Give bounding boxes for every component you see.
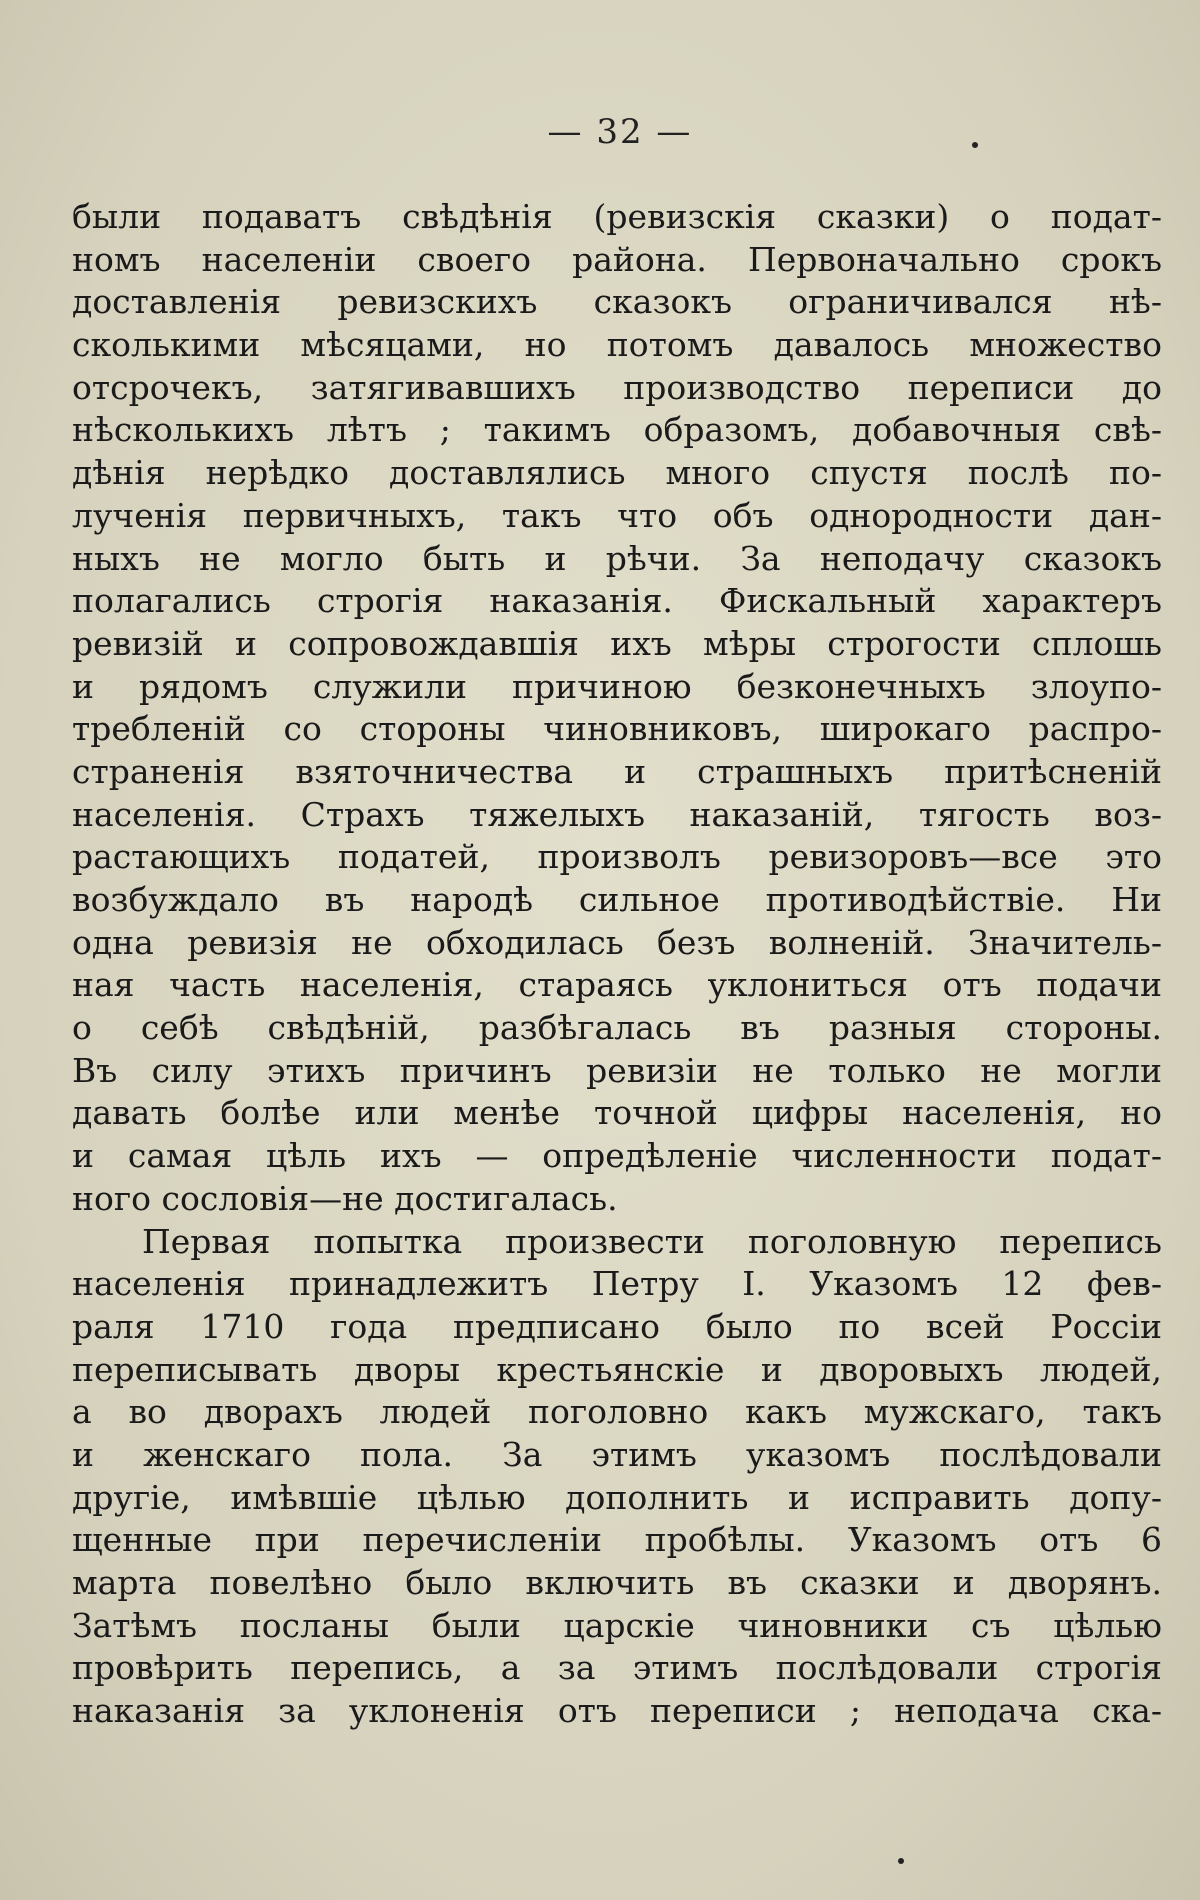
text-line: населенія принадлежитъ Петру I. Указомъ 12 фев- [72, 1264, 1162, 1304]
text-line: Первая попытка произвести поголовную перепись [142, 1221, 1162, 1261]
page-number-header: — 32 — [547, 112, 693, 152]
text-line: полагались строгія наказанія. Фискальный характеръ [72, 581, 1162, 621]
text-line: номъ населеніи своего района. Первоначально срокъ [72, 239, 1162, 279]
text-line: растающихъ податей, произволъ ревизоровъ—все это [72, 837, 1162, 877]
text-line: другіе, имѣвшіе цѣлью дополнить и исправить допу- [72, 1477, 1162, 1517]
ink-speck [972, 142, 978, 148]
text-line: ного сословія—не достигалась. [72, 1178, 618, 1218]
text-line: доставленія ревизскихъ сказокъ ограничивался нѣ- [72, 282, 1162, 322]
ink-speck [898, 1858, 904, 1864]
text-line: щенные при перечисленіи пробѣлы. Указомъ отъ 6 [72, 1520, 1162, 1560]
text-line: населенія. Страхъ тяжелыхъ наказаній, тягость воз- [72, 794, 1162, 834]
text-line: отсрочекъ, затягивавшихъ производство переписи до [72, 367, 1162, 407]
text-line: страненія взяточничества и страшныхъ притѣсненій [72, 751, 1162, 791]
text-line: дѣнія нерѣдко доставлялись много спустя послѣ по- [72, 453, 1162, 493]
text-line: а во дворахъ людей поголовно какъ мужскаго, такъ [72, 1392, 1162, 1432]
text-line: провѣрить перепись, а за этимъ послѣдовали строгія [72, 1648, 1162, 1688]
text-line: раля 1710 года предписано было по всей Россіи [72, 1306, 1162, 1346]
text-line: и женскаго пола. За этимъ указомъ послѣдовали [72, 1434, 1162, 1474]
text-line: возбуждало въ народѣ сильное противодѣйствіе. Ни [72, 880, 1162, 919]
text-line: сколькими мѣсяцами, но потомъ давалось множество [72, 325, 1162, 365]
text-line: требленій со стороны чиновниковъ, широкаго распро- [72, 709, 1162, 749]
text-line: и рядомъ служили причиною безконечныхъ злоупо- [72, 666, 1162, 706]
text-line: о себѣ свѣдѣній, разбѣгалась въ разныя стороны. [72, 1008, 1162, 1048]
text-line: одна ревизія не обходилась безъ волненій. Значитель- [72, 922, 1162, 962]
text-line: были подаватъ свѣдѣнія (ревизскія сказки) о подат- [72, 197, 1162, 236]
text-line: наказанія за уклоненія отъ переписи ; неподача ска- [72, 1691, 1162, 1731]
text-line: Въ силу этихъ причинъ ревизіи не только не могли [72, 1050, 1162, 1090]
text-line: марта повелѣно было включить въ сказки и дворянъ. [72, 1563, 1162, 1602]
body-text [72, 196, 1162, 1733]
text-line: лученія первичныхъ, такъ что объ однородности дан- [72, 495, 1162, 535]
text-line: давать болѣе или менѣе точной цифры населенія, но [72, 1093, 1162, 1133]
text-line: ревизій и сопровождавшія ихъ мѣры строгости сплошь [72, 623, 1162, 663]
text-line: ная часть населенія, стараясь уклониться отъ подачи [72, 965, 1162, 1005]
text-line: и самая цѣль ихъ — опредѣленіе численности подат- [72, 1136, 1162, 1176]
text-line: ныхъ не могло быть и рѣчи. За неподачу сказокъ [72, 538, 1162, 578]
text-line: нѣсколькихъ лѣтъ ; такимъ образомъ, добавочныя свѣ- [72, 410, 1162, 450]
text-line: переписывать дворы крестьянскіе и дворовыхъ людей, [72, 1349, 1162, 1389]
text-line: Затѣмъ посланы были царскіе чиновники съ цѣлью [72, 1605, 1162, 1645]
